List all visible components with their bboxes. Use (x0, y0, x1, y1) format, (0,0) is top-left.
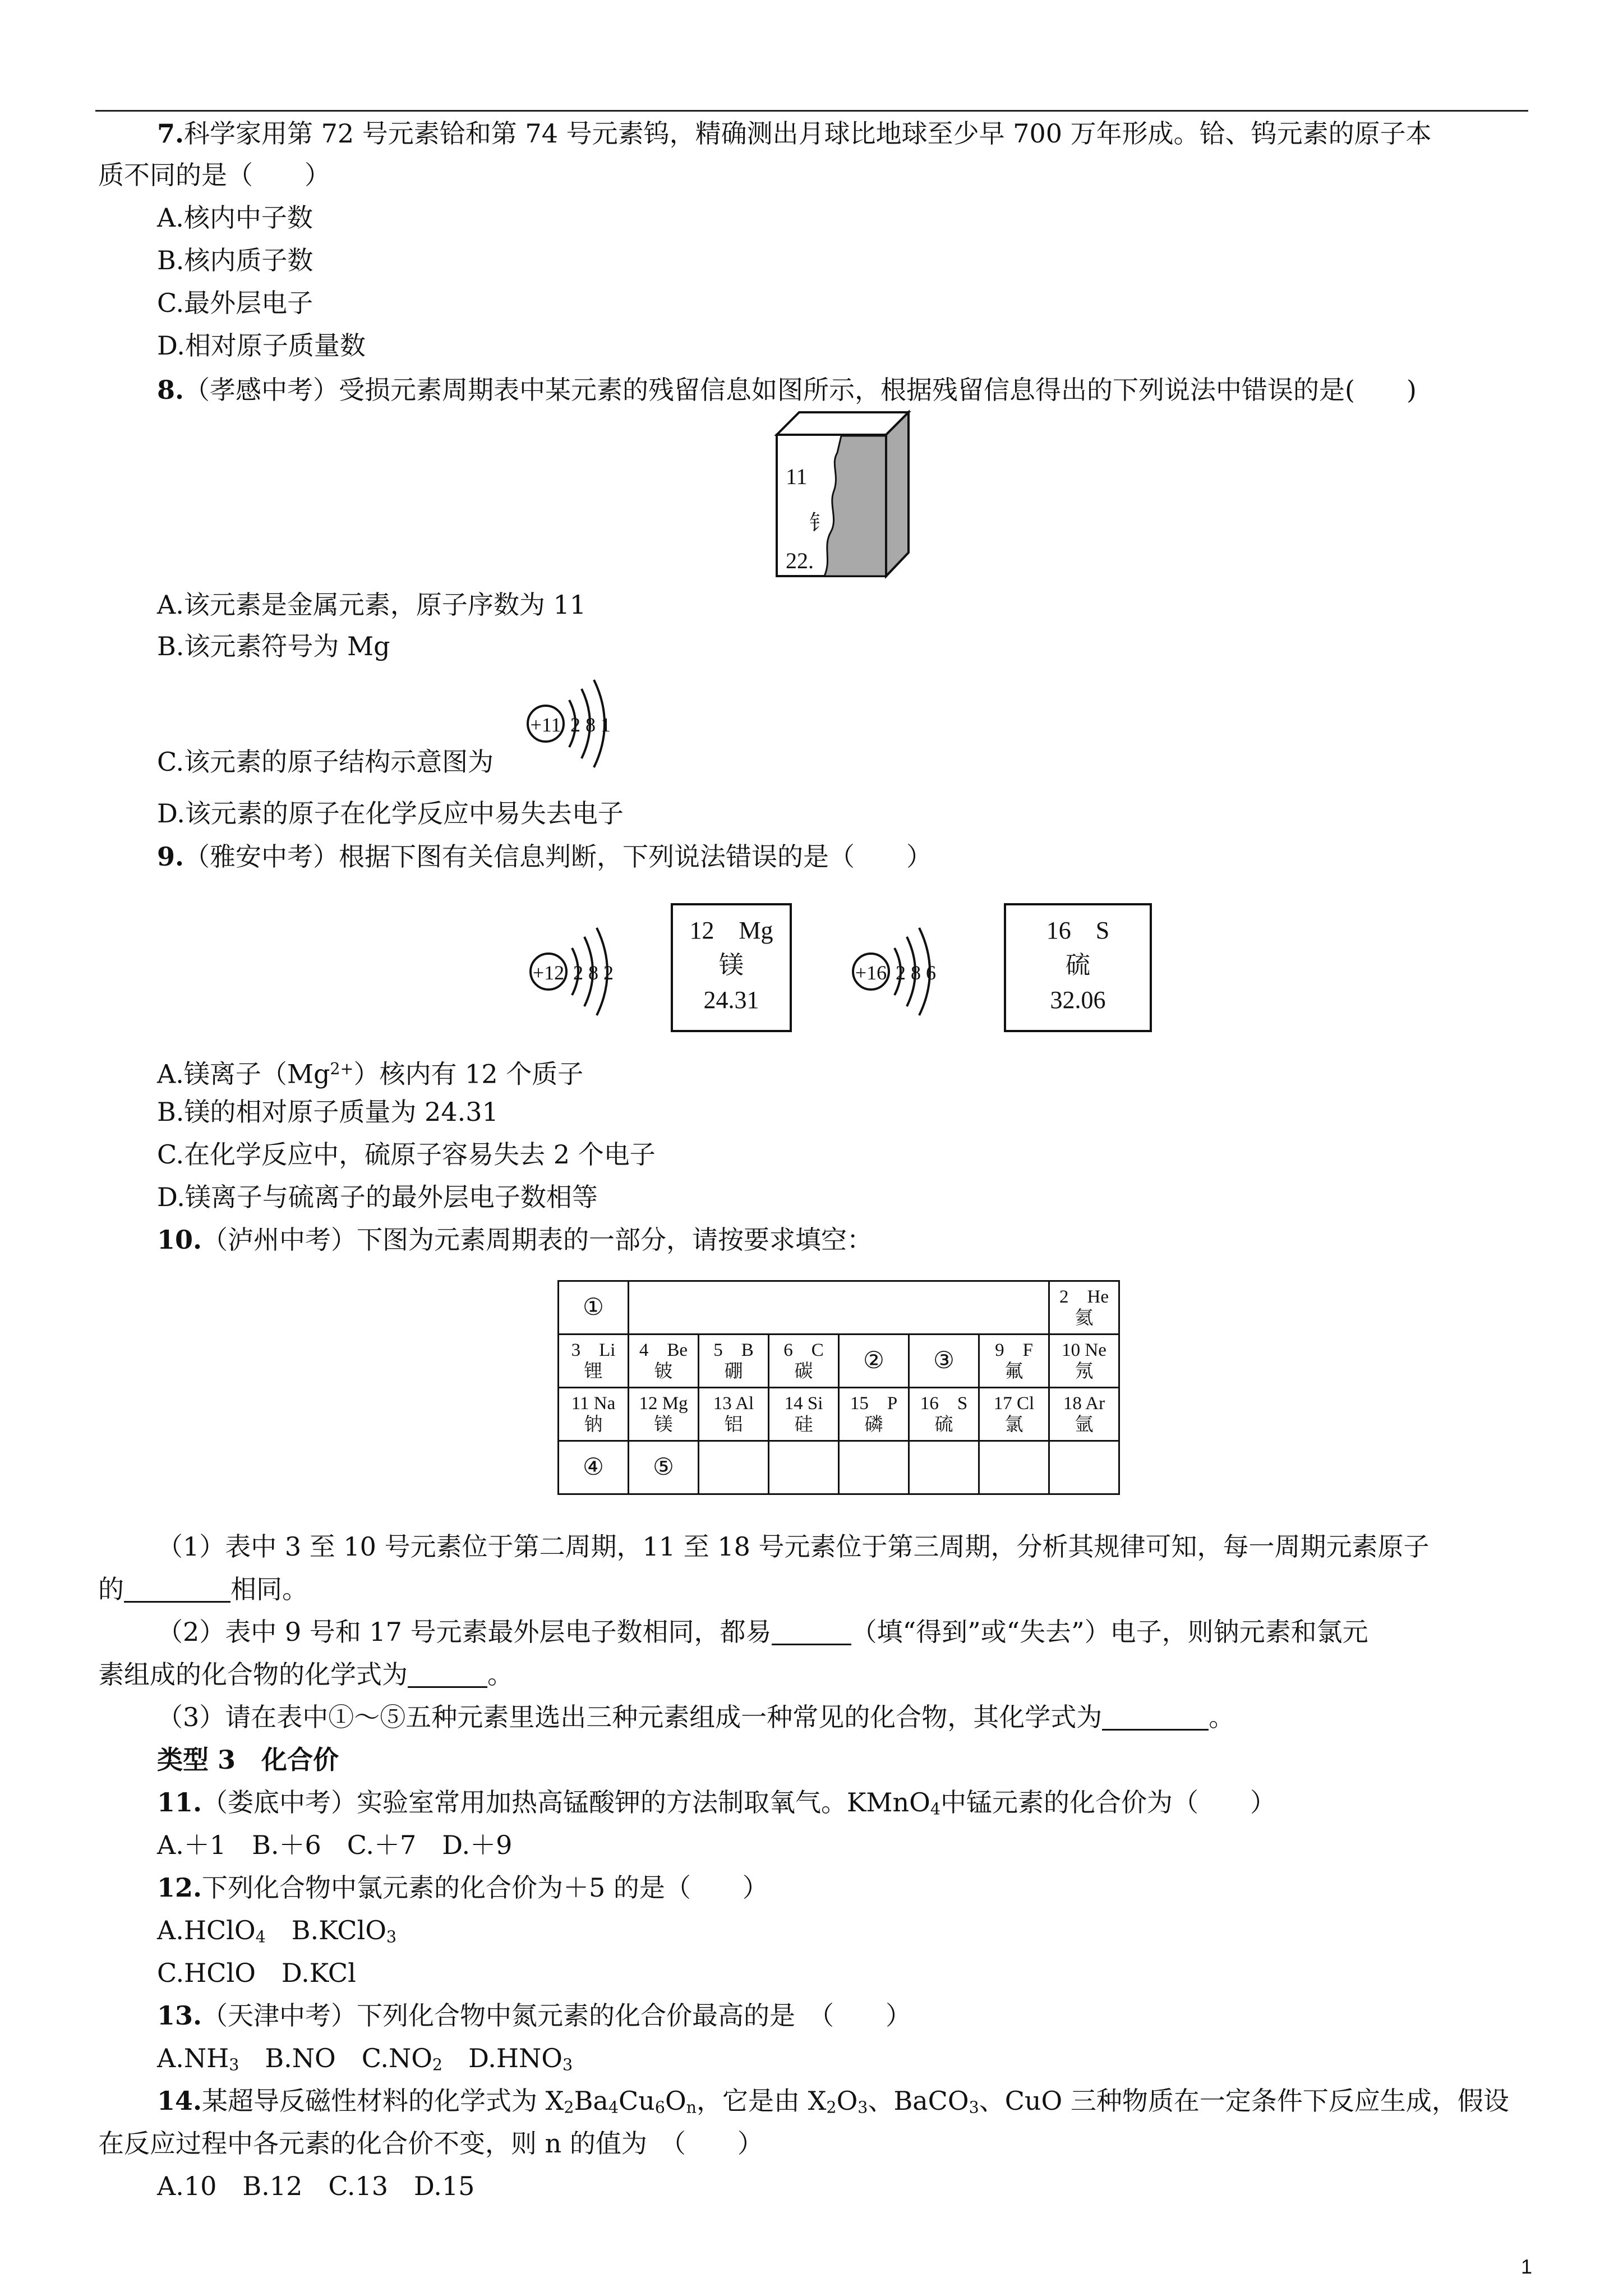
q10-part2b-post: 。 (487, 1659, 513, 1690)
pt-cell-b (699, 1335, 769, 1388)
mg-card-mass: 24.31 (703, 986, 759, 1014)
q10-number: 10. (157, 1225, 202, 1255)
pt-ne-name: 氖 (1075, 1361, 1094, 1382)
q12-text: 下列化合物中氯元素的化合价为＋5 的是（ ） (202, 1872, 768, 1903)
pt-cell-be (629, 1335, 699, 1388)
pt-al-symbol: 13 Al (713, 1393, 754, 1414)
q12-options-2: C.HClO D.KCl (157, 1958, 356, 1988)
q7-text-1: 科学家用第 72 号元素铪和第 74 号元素钨，精确测出月球比地球至少早 700 万年形成。铪、钨元素的原子本 (184, 118, 1432, 149)
pt-p-symbol: 15 P (850, 1393, 898, 1414)
pt-mg-symbol: 12 Mg (639, 1393, 688, 1414)
pt-f-symbol: 9 F (995, 1340, 1033, 1360)
pt-be-symbol: 4 Be (639, 1340, 688, 1360)
s-element-card (1004, 903, 1152, 1032)
q9-option-a (157, 1052, 583, 1091)
pt-si-symbol: 14 Si (784, 1393, 823, 1414)
q12-option-a: A.HClO (157, 1915, 256, 1945)
mg-shell-electrons: 2 8 2 (573, 961, 614, 984)
pt-cell-1: ① (559, 1281, 629, 1335)
pt-cell-si (769, 1388, 839, 1441)
damaged-card-number: 11 (786, 464, 808, 489)
q14-s6: 3 (857, 2098, 868, 2117)
q11-options: A.＋1 B.＋6 C.＋7 D.＋9 (157, 1830, 513, 1860)
pt-cell-4: ④ (559, 1441, 629, 1494)
s-atom-diagram (850, 920, 962, 1015)
damaged-card-name: 钅 (809, 510, 831, 535)
na-atom-diagram (524, 673, 625, 763)
pt-empty (1049, 1441, 1119, 1494)
q8-text: （孝感中考）受损元素周期表中某元素的残留信息如图所示，根据残留信息得出的下列说法中错误的是( ) (184, 375, 1417, 405)
q7-option-b: B.核内质子数 (157, 245, 313, 275)
pt-empty-gap (629, 1281, 1049, 1335)
q14-t6: O (836, 2086, 858, 2116)
q9-option-b: B.镁的相对原子质量为 24.31 (157, 1097, 499, 1127)
pt-be-name: 铍 (654, 1361, 673, 1382)
q13-number: 13. (157, 2000, 202, 2031)
q13-a-sub: 3 (229, 2055, 239, 2074)
q9-option-d: D.镁离子与硫离子的最外层电子数相等 (157, 1182, 598, 1212)
pt-ar-name: 氩 (1075, 1415, 1094, 1435)
mg-element-card (671, 903, 792, 1032)
pt-cl-symbol: 17 Cl (993, 1393, 1035, 1414)
q7-number: 7. (157, 118, 185, 149)
q11-number: 11. (157, 1787, 202, 1818)
q14-stem-line1 (157, 2084, 1509, 2125)
q11-text-post: 中锰元素的化合价为（ ） (940, 1787, 1276, 1818)
q12-option-a-sub: 4 (255, 1927, 266, 1947)
answer-blank-2[interactable] (772, 1619, 851, 1645)
s-card-name: 硫 (1066, 951, 1090, 979)
q14-t5: ，它是由 X (697, 2086, 827, 2116)
pt-ar-symbol: 18 Ar (1063, 1393, 1105, 1414)
s-card-mass: 32.06 (1050, 986, 1106, 1014)
answer-blank-4[interactable] (1102, 1704, 1209, 1731)
q14-s1: 2 (564, 2098, 574, 2117)
q10-part1-line1: （1）表中 3 至 10 号元素位于第二周期，11 至 18 号元素位于第三周期，分析其规律可知，每一周期元素原子 (157, 1531, 1430, 1562)
q10-part2-line2 (98, 1658, 513, 1691)
pt-empty (839, 1441, 909, 1494)
q13-stem (157, 1999, 911, 2032)
q7-option-a: A.核内中子数 (157, 203, 313, 233)
q14-t3: Cu (618, 2086, 655, 2116)
q13-option-b: B.NO (265, 2043, 336, 2073)
q12-options-1 (157, 1913, 396, 1954)
pt-cell-na (559, 1388, 629, 1441)
q10-part3-post: 。 (1209, 1702, 1235, 1732)
pt-b-symbol: 5 B (713, 1340, 754, 1360)
q14-s5: 2 (826, 2098, 837, 2117)
q12-option-b: B.KClO (291, 1915, 386, 1945)
q14-t1: 某超导反磁性材料的化学式为 X (202, 2086, 564, 2116)
mg-card-name: 镁 (719, 951, 744, 979)
section-heading: 类型 3 化合价 (157, 1745, 339, 1775)
q14-s2: 4 (608, 2098, 619, 2117)
q10-part3 (157, 1700, 1234, 1734)
q14-number: 14. (157, 2086, 202, 2116)
pt-cell-ar (1049, 1388, 1119, 1441)
pt-cell-c (769, 1335, 839, 1388)
pt-empty (979, 1441, 1049, 1494)
pt-he-symbol: 2 He (1059, 1287, 1109, 1307)
q14-t4: O (665, 2086, 686, 2116)
q13-option-d: D.HNO (468, 2043, 563, 2073)
q10-part3-pre: （3）请在表中①～⑤五种元素里选出三种元素组成一种常见的化合物，其化学式为 (157, 1702, 1103, 1732)
q13-d-sub: 3 (562, 2055, 573, 2074)
s-card-symbol: 16 S (1046, 917, 1110, 944)
pt-al-name: 铝 (724, 1415, 743, 1435)
pt-empty (699, 1441, 769, 1494)
na-nucleus-charge: +11 (530, 714, 561, 736)
mg-atom-diagram (527, 920, 639, 1015)
q8-option-b: B.该元素符号为 Mg (157, 631, 390, 661)
q14-t2: Ba (574, 2086, 608, 2116)
q10-part1-pre: 的 (98, 1574, 124, 1604)
answer-blank-1[interactable] (124, 1576, 230, 1603)
q8-option-c: C.该元素的原子结构示意图为 (157, 747, 494, 777)
q9-text: （雅安中考）根据下图有关信息判断，下列说法错误的是（ ） (184, 841, 933, 872)
q14-options: A.10 B.12 C.13 D.15 (157, 2171, 475, 2201)
q10-part2-post: （填“得到”或“失去”）电子，则钠元素和氯元 (851, 1617, 1368, 1647)
pt-na-symbol: 11 Na (571, 1393, 616, 1414)
damaged-card-mass: 22. (786, 548, 814, 573)
q8-option-a: A.该元素是金属元素，原子序数为 11 (157, 590, 586, 620)
pt-cell-3: ③ (909, 1335, 979, 1388)
answer-blank-3[interactable] (408, 1662, 487, 1688)
pt-li-name: 锂 (584, 1361, 603, 1382)
q7-stem-line2: 质不同的是（ ） (98, 160, 330, 190)
q13-option-a: A.NH (157, 2043, 229, 2073)
q9-option-a-post: ）核内有 12 个质子 (353, 1059, 584, 1089)
pt-cell-he (1049, 1281, 1119, 1335)
pt-ne-symbol: 10 Ne (1062, 1340, 1106, 1360)
q9-option-a-pre: A.镁离子（Mg (157, 1059, 330, 1089)
pt-f-name: 氟 (1004, 1361, 1023, 1382)
pt-cell-al (699, 1388, 769, 1441)
q13-c-sub: 2 (432, 2055, 443, 2074)
pt-c-name: 碳 (794, 1361, 813, 1382)
q14-s7: 3 (969, 2098, 979, 2117)
q14-s3: 6 (654, 2098, 665, 2117)
q7-option-c: C.最外层电子 (157, 288, 313, 318)
q11-sub: 4 (930, 1800, 940, 1819)
mg-nucleus-charge: +12 (532, 961, 565, 984)
pt-cell-li (559, 1335, 629, 1388)
q10-part2-line1 (157, 1615, 1368, 1649)
mg-ion-charge: 2+ (330, 1060, 354, 1078)
q14-stem-line2: 在反应过程中各元素的化合价不变，则 n 的值为 （ ） (98, 2128, 763, 2159)
pt-b-name: 硼 (724, 1361, 743, 1382)
mg-card-symbol: 12 Mg (689, 917, 773, 944)
q14-t8: 、CuO 三种物质在一定条件下反应生成，假设 (979, 2086, 1509, 2116)
pt-c-symbol: 6 C (783, 1340, 824, 1360)
pt-cell-p (839, 1388, 909, 1441)
q13-text: （天津中考）下列化合物中氮元素的化合价最高的是 （ ） (202, 2000, 912, 2031)
q11-stem (157, 1786, 1276, 1826)
pt-cell-s (909, 1388, 979, 1441)
damaged-element-card (777, 412, 911, 581)
q9-option-c: C.在化学反应中，硫原子容易失去 2 个电子 (157, 1139, 656, 1170)
q13-options (157, 2041, 573, 2082)
q10-text: （泸州中考）下图为元素周期表的一部分，请按要求填空： (202, 1225, 873, 1255)
pt-cl-name: 氯 (1004, 1415, 1023, 1435)
pt-li-symbol: 3 Li (571, 1340, 616, 1360)
q8-number: 8. (157, 375, 185, 405)
na-shell-electrons: 2 8 1 (570, 714, 611, 736)
q10-stem (157, 1223, 873, 1257)
page-number: 1 (1521, 2255, 1533, 2278)
q10-part1-post: 相同。 (230, 1574, 308, 1604)
q7-option-d: D.相对原子质量数 (157, 330, 366, 361)
periodic-table-fragment (557, 1280, 1120, 1495)
pt-he-name: 氦 (1075, 1308, 1094, 1328)
q9-stem (157, 840, 932, 873)
pt-mg-name: 镁 (654, 1415, 673, 1435)
q9-number: 9. (157, 841, 185, 872)
q12-option-b-sub: 3 (386, 1927, 397, 1947)
q12-number: 12. (157, 1872, 202, 1903)
pt-cell-5: ⑤ (629, 1441, 699, 1494)
header-rule (95, 110, 1528, 112)
q8-option-d: D.该元素的原子在化学反应中易失去电子 (157, 798, 624, 829)
q13-option-c: C.NO (361, 2043, 432, 2073)
pt-cell-f (979, 1335, 1049, 1388)
s-shell-electrons: 2 8 6 (896, 961, 936, 984)
q14-s4: n (686, 2098, 697, 2117)
pt-cell-cl (979, 1388, 1049, 1441)
pt-s-symbol: 16 S (920, 1393, 968, 1414)
q8-stem (157, 373, 1417, 407)
pt-empty (769, 1441, 839, 1494)
pt-cell-ne (1049, 1335, 1119, 1388)
q11-text-pre: （娄底中考）实验室常用加热高锰酸钾的方法制取氧气。KMnO (202, 1787, 930, 1818)
pt-empty (909, 1441, 979, 1494)
q10-part2-pre: （2）表中 9 号和 17 号元素最外层电子数相同，都易 (157, 1617, 772, 1647)
pt-p-name: 磷 (864, 1415, 883, 1435)
q14-t7: 、BaCO (868, 2086, 969, 2116)
q12-stem (157, 1871, 768, 1904)
pt-cell-2: ② (839, 1335, 909, 1388)
pt-si-name: 硅 (794, 1415, 813, 1435)
s-nucleus-charge: +16 (855, 961, 887, 984)
pt-na-name: 钠 (584, 1415, 603, 1435)
q10-part1-line2 (98, 1572, 308, 1606)
q7-stem-line1 (157, 117, 1432, 150)
pt-cell-mg (629, 1388, 699, 1441)
pt-s-name: 硫 (934, 1415, 953, 1435)
q10-part2b-pre: 素组成的化合物的化学式为 (98, 1659, 408, 1690)
